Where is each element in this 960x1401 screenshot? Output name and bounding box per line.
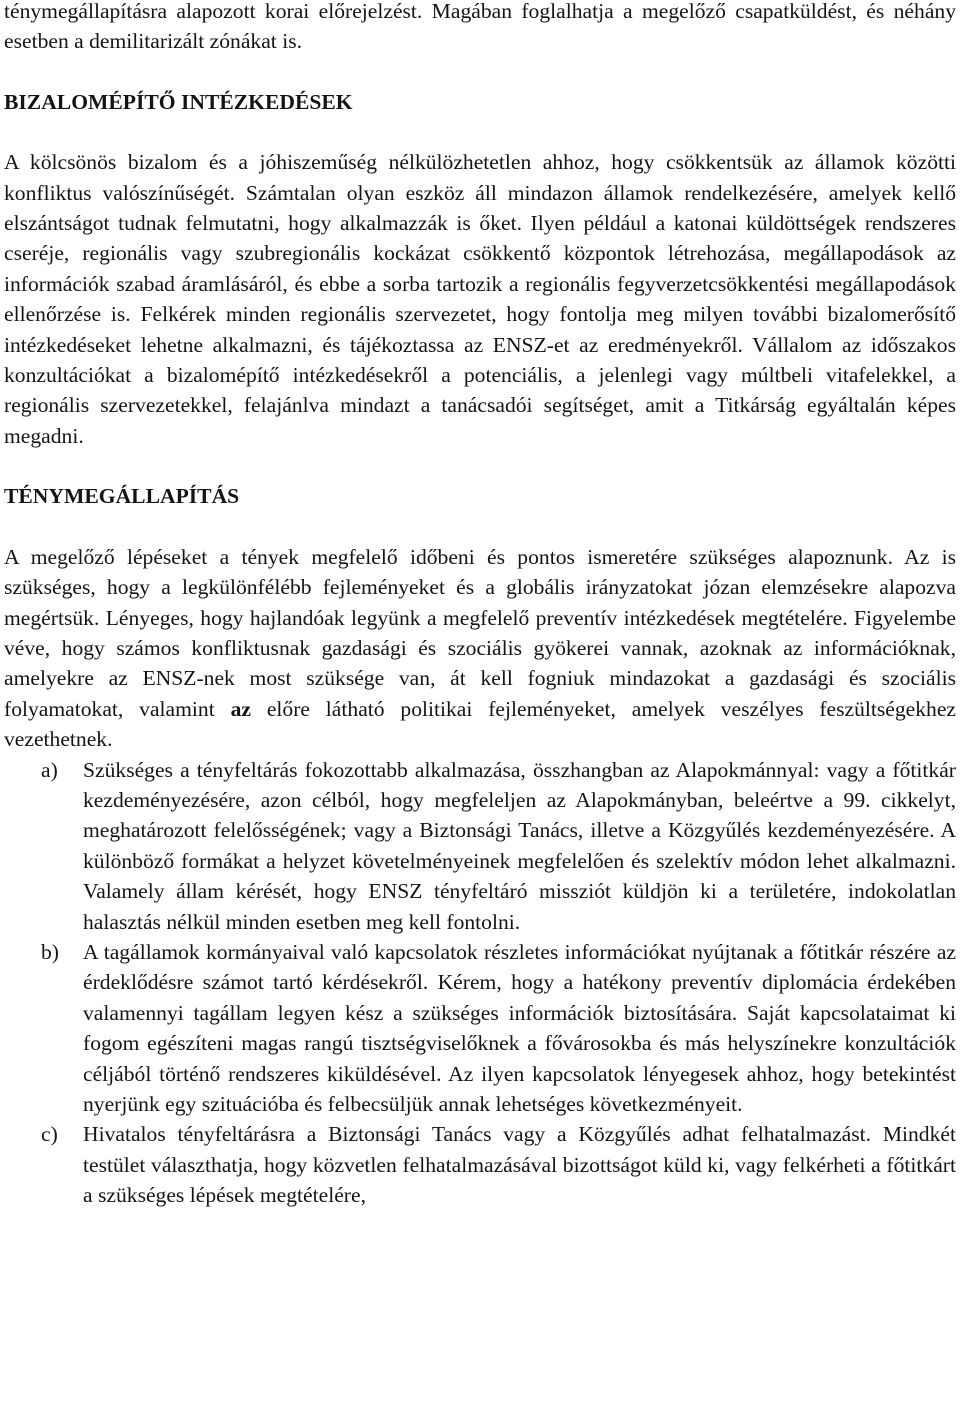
- section-heading-confidence-building: BIZALOMÉPÍTŐ INTÉZKEDÉSEK: [4, 89, 353, 114]
- list-item-text: A tagállamok kormányaival való kapcsolatok részletes információkat nyújtanak a főtitkár részére az érdeklődésre számot tartó kérdésekről. Kérem, hogy a hatékony preventív diplomácia érdekében valamennyi tagállam legyen kész a szükséges információk biztosítására. Saját kapcsolataimat ki fogom egészíteni magas rangú tisztségviselőknek a fővárosokba és más helyszínekre konzultációk céljából történő rendszeres kiküldésével. Az ilyen kapcsolatok lényegesek ahhoz, hogy betekintést nyerjünk egy szituációba és felbecsüljük annak lehetséges következményeit.: [83, 939, 956, 1116]
- list-item-text: Hivatalos tényfeltárásra a Biztonsági Tanács vagy a Közgyűlés adhat felhatalmazást. Mindkét testület választhatja, hogy közvetlen felhatalmazásával bizottságot küld ki, vagy felkérheti a főtitkárt a szükséges lépések megtételére,: [83, 1122, 956, 1208]
- list-item-b: [4, 937, 956, 1119]
- list-marker: a): [41, 757, 58, 782]
- fact-finding-paragraph: [4, 542, 956, 755]
- list-marker: c): [41, 1122, 58, 1147]
- spacer: [4, 512, 956, 542]
- fact-finding-bold-word: az: [230, 696, 251, 721]
- fact-finding-list: [4, 755, 956, 1211]
- spacer: [4, 451, 956, 481]
- list-item-a: [4, 755, 956, 937]
- section-heading-fact-finding: TÉNYMEGÁLLAPÍTÁS: [4, 484, 240, 509]
- confidence-building-paragraph: A kölcsönös bizalom és a jóhiszeműség nélkülözhetetlen ahhoz, hogy csökkentsük az államok közötti konfliktus valószínűségét. Számtalan olyan eszköz áll mindazon államok rendelkezésére, amelyek kellő elszántságot tudnak felmutatni, hogy alkalmazzák is őket. Ilyen például a katonai küldöttségek rendszeres cseréje, regionális vagy szubregionális kockázat csökkentő központok létrehozása, megállapodások az információk szabad áramlásáról, és ebbe a sorba tartozik a regionális fegyverzetcsökkentési megállapodások ellenőrzése is. Felkérek minden regionális szervezetet, hogy fontolja meg milyen további bizalomerősítő intézkedéseket lehetne alkalmazni, és tájékoztassa az ENSZ-et az eredményekről. Vállalom az időszakos konzultációkat a bizalomépítő intézkedésekről a potenciális, a jelenlegi vagy múltbeli vitafelekkel, a regionális szervezetekkel, felajánlva mindazt a tanácsadói segítséget, amit a Titkárság egyáltalán képes megadni.: [4, 150, 956, 448]
- spacer: [4, 57, 956, 87]
- list-item-c: [4, 1119, 956, 1210]
- document-page: [4, 0, 956, 1211]
- fact-finding-text-part2: előre látható politikai fejleményeket, amelyek veszélyes feszültségekhez vezethetnek.: [4, 696, 957, 752]
- list-marker: b): [41, 939, 59, 964]
- list-item-text: Szükséges a tényfeltárás fokozottabb alkalmazása, összhangban az Alapokmánnyal: vagy a főtitkár kezdeményezésére, azon célból, hogy megfeleljen az Alapokmányban, beleértve a 99. cikkelyt, meghatározott felelősségének; vagy a Biztonsági Tanács, illetve a Közgyűlés kezdeményezésére. A különböző formákat a helyzet követelményeinek megfelelően és szelektív módon lehet alkalmazni. Valamely állam kérését, hogy ENSZ tényfeltáró missziót küldjön ki a területére, indokolatlan halasztás nélkül minden esetben meg kell fontolni.: [83, 757, 956, 934]
- spacer: [4, 117, 956, 147]
- intro-paragraph: ténymegállapításra alapozott korai előrejelzést. Magában foglalhatja a megelőző csapatküldést, és néhány esetben a demilitarizált zónákat is.: [4, 0, 956, 54]
- fact-finding-text-part1: A megelőző lépéseket a tények megfelelő időbeni és pontos ismeretére szükséges alapoznunk. Az is szükséges, hogy a legkülönfélébb fejleményeket és a globális irányzatokat józan elemzésekre alapozva megértsük. Lényeges, hogy hajlandóak legyünk a megfelelő preventív intézkedések megtételére. Figyelembe véve, hogy számos konfliktusnak gazdasági és szociális gyökerei vannak, azoknak az információknak, amelyekre az ENSZ-nek most szüksége van, át kell fogniuk mindazokat a gazdasági és szociális folyamatokat, valamint: [4, 544, 956, 721]
